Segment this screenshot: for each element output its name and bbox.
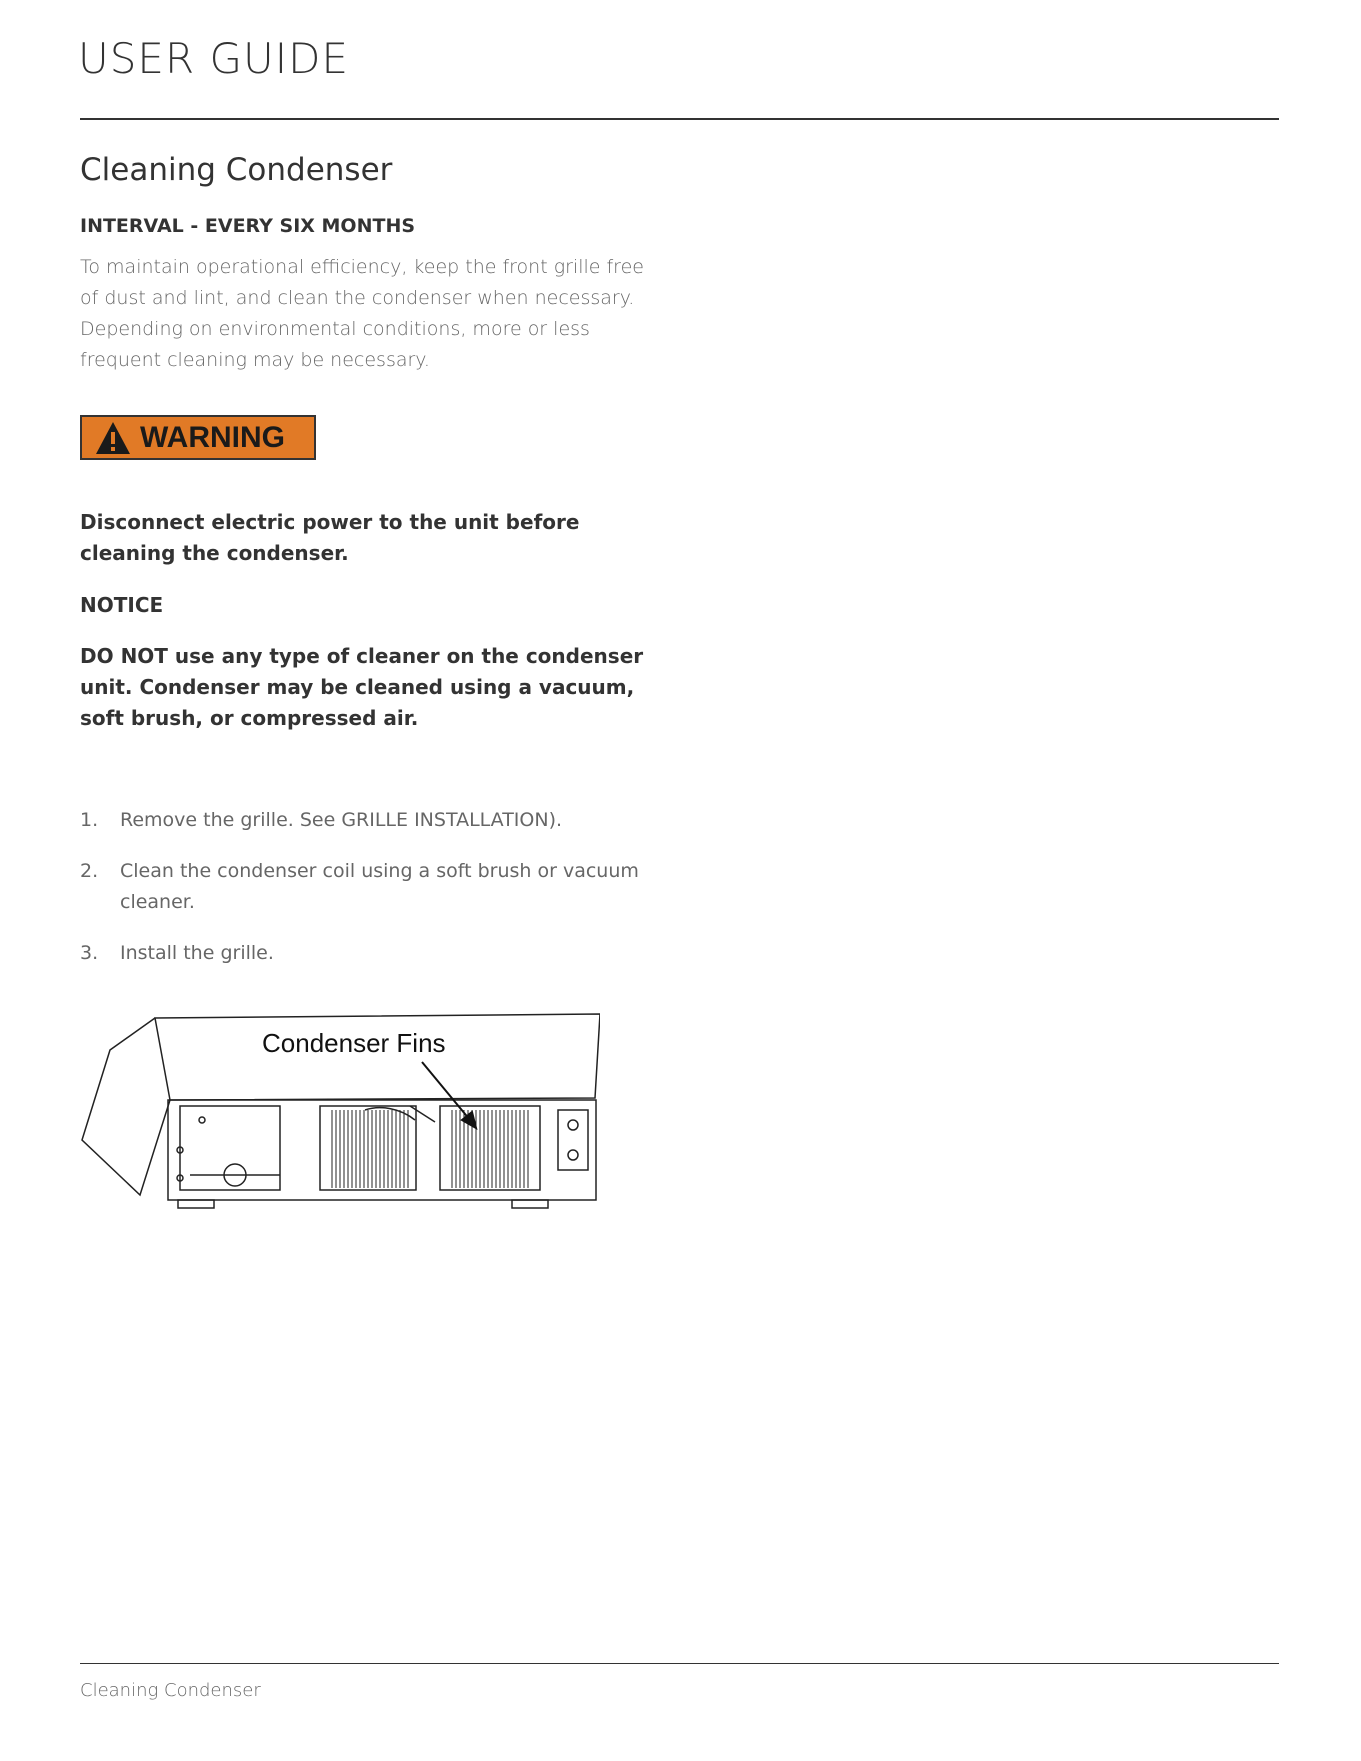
step-number: 1. bbox=[80, 809, 99, 831]
figure-callout-label: Condenser Fins bbox=[262, 1028, 446, 1058]
warning-label: WARNING bbox=[140, 420, 285, 454]
page-header-title: USER GUIDE bbox=[78, 34, 350, 83]
disconnect-warning-text: Disconnect electric power to the unit before cleaning the condenser. bbox=[80, 510, 580, 565]
step-number: 3. bbox=[80, 942, 99, 964]
intro-paragraph: To maintain operational efficiency, keep the front grille free of dust and lint, and clean the condenser when necessary. Depending on environmental conditions, more or less frequent cleaning may be necessary. bbox=[80, 256, 644, 371]
warning-banner bbox=[80, 415, 316, 460]
step-number: 2. bbox=[80, 860, 99, 882]
step-text: Remove the grille. See GRILLE INSTALLATION). bbox=[120, 809, 563, 831]
interval-label: INTERVAL - EVERY SIX MONTHS bbox=[80, 215, 416, 237]
condenser-illustration bbox=[80, 1010, 600, 1210]
header-divider bbox=[80, 118, 1279, 120]
notice-text: DO NOT use any type of cleaner on the condenser unit. Condenser may be cleaned using a vacuum, soft brush, or compressed air. bbox=[80, 644, 644, 730]
warning-triangle-icon bbox=[94, 420, 132, 456]
step-text: Clean the condenser coil using a soft brush or vacuum cleaner. bbox=[120, 860, 639, 913]
list-item bbox=[80, 938, 660, 969]
step-text: Install the grille. bbox=[120, 942, 274, 964]
list-item bbox=[80, 856, 660, 918]
footer-text: Cleaning Condenser bbox=[80, 1680, 261, 1701]
notice-heading: NOTICE bbox=[80, 593, 164, 617]
list-item bbox=[80, 805, 660, 836]
section-heading: Cleaning Condenser bbox=[80, 152, 393, 188]
steps-list bbox=[80, 805, 660, 989]
footer-divider bbox=[80, 1663, 1279, 1664]
